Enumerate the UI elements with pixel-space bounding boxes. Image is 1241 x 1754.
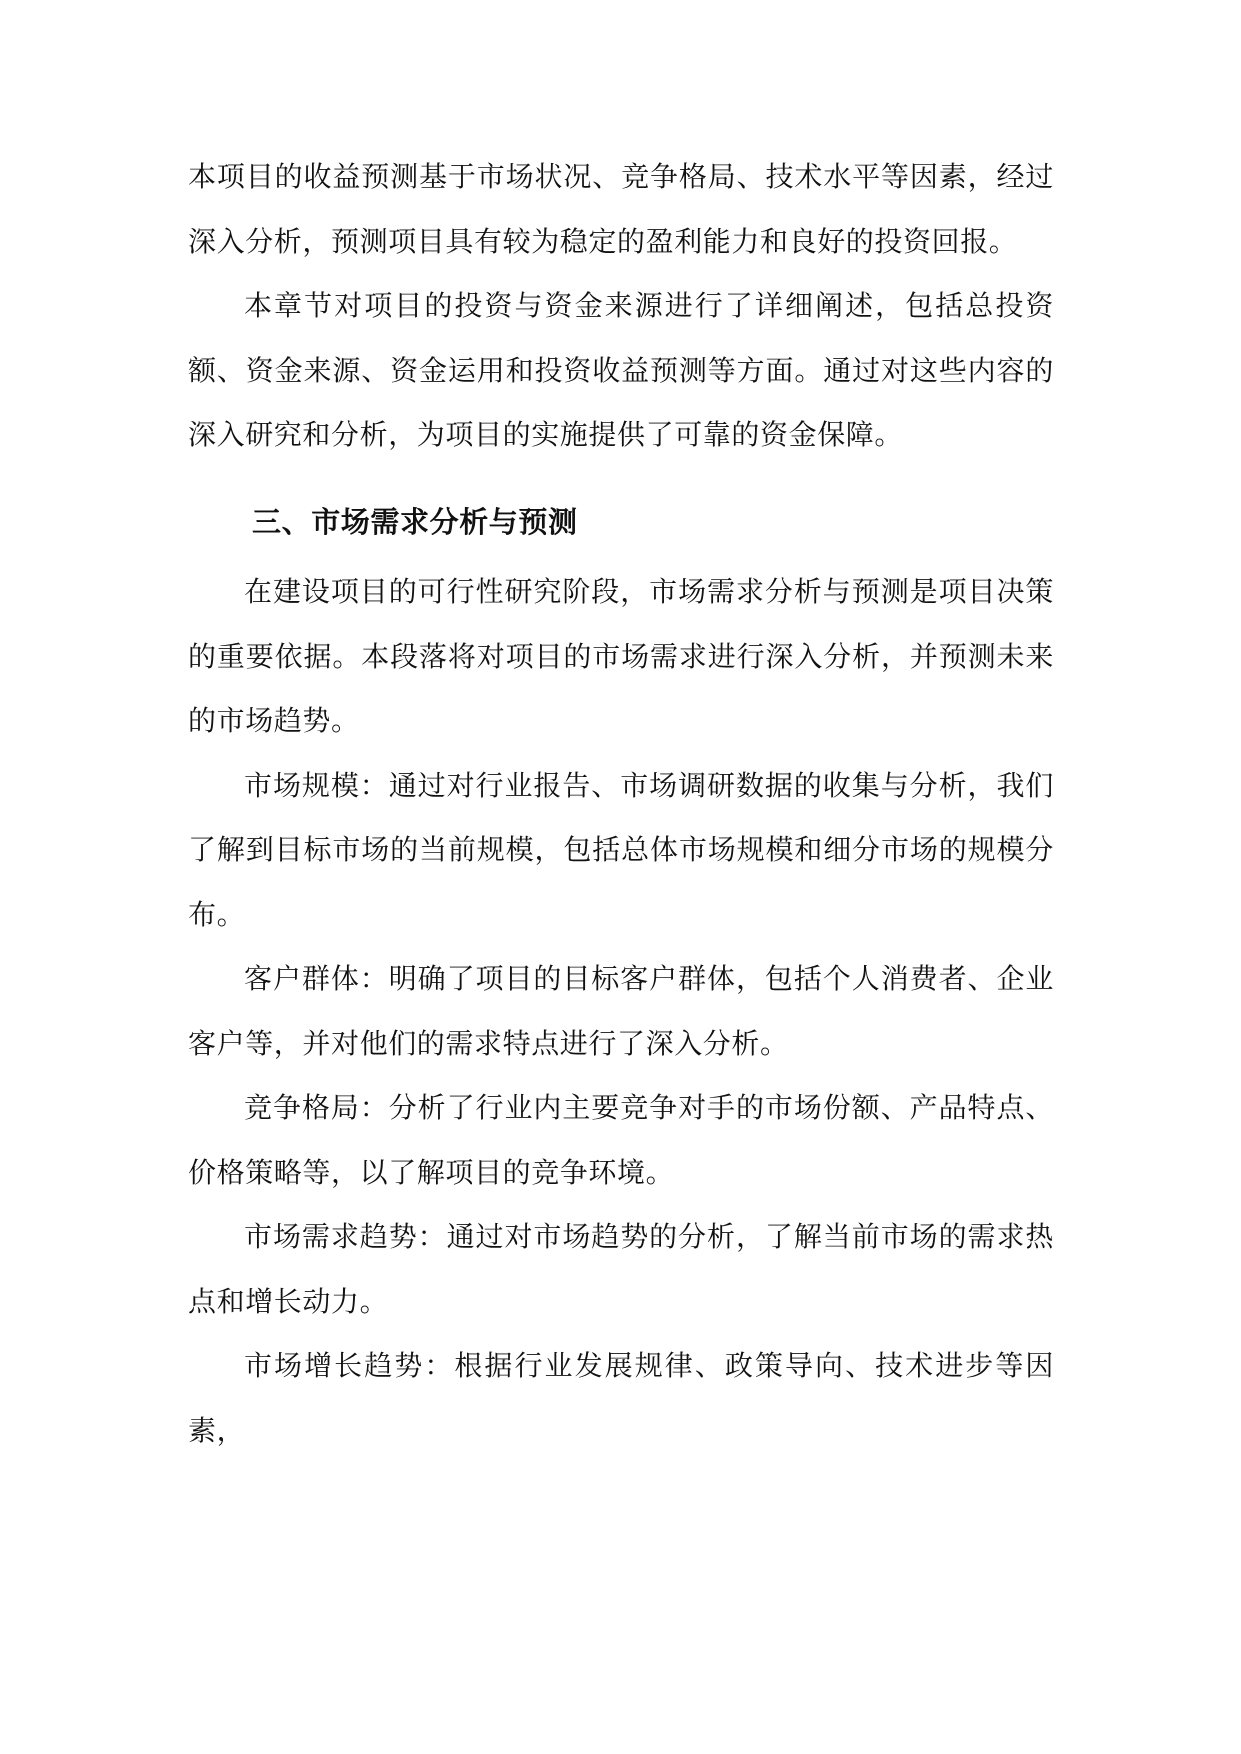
document-body — [188, 145, 1054, 1463]
section-heading: 三、市场需求分析与预测 — [252, 504, 578, 539]
paragraph-customer-groups: 客户群体：明确了项目的目标客户群体，包括个人消费者、企业客户等，并对他们的需求特点进行了深入分析。 — [188, 962, 1054, 1060]
paragraph-chapter-summary: 本章节对项目的投资与资金来源进行了详细阐述，包括总投资额、资金来源、资金运用和投资收益预测等方面。通过对这些内容的深入研究和分析，为项目的实施提供了可靠的资金保障。 — [188, 289, 1054, 451]
paragraph-competition: 竞争格局：分析了行业内主要竞争对手的市场份额、产品特点、价格策略等，以了解项目的竞争环境。 — [188, 1091, 1054, 1189]
paragraph-demand-trend: 市场需求趋势：通过对市场趋势的分析，了解当前市场的需求热点和增长动力。 — [188, 1220, 1054, 1318]
paragraph-growth-trend: 市场增长趋势：根据行业发展规律、政策导向、技术进步等因素， — [188, 1349, 1054, 1447]
paragraph-revenue-forecast: 本项目的收益预测基于市场状况、竞争格局、技术水平等因素，经过深入分析，预测项目具有较为稳定的盈利能力和良好的投资回报。 — [188, 160, 1054, 258]
paragraph-market-size: 市场规模：通过对行业报告、市场调研数据的收集与分析，我们了解到目标市场的当前规模，包括总体市场规模和细分市场的规模分布。 — [188, 768, 1054, 931]
section-spacer — [188, 468, 1054, 490]
paragraph-market-intro: 在建设项目的可行性研究阶段，市场需求分析与预测是项目决策的重要依据。本段落将对项目的市场需求进行深入分析，并预测未来的市场趋势。 — [188, 575, 1054, 737]
